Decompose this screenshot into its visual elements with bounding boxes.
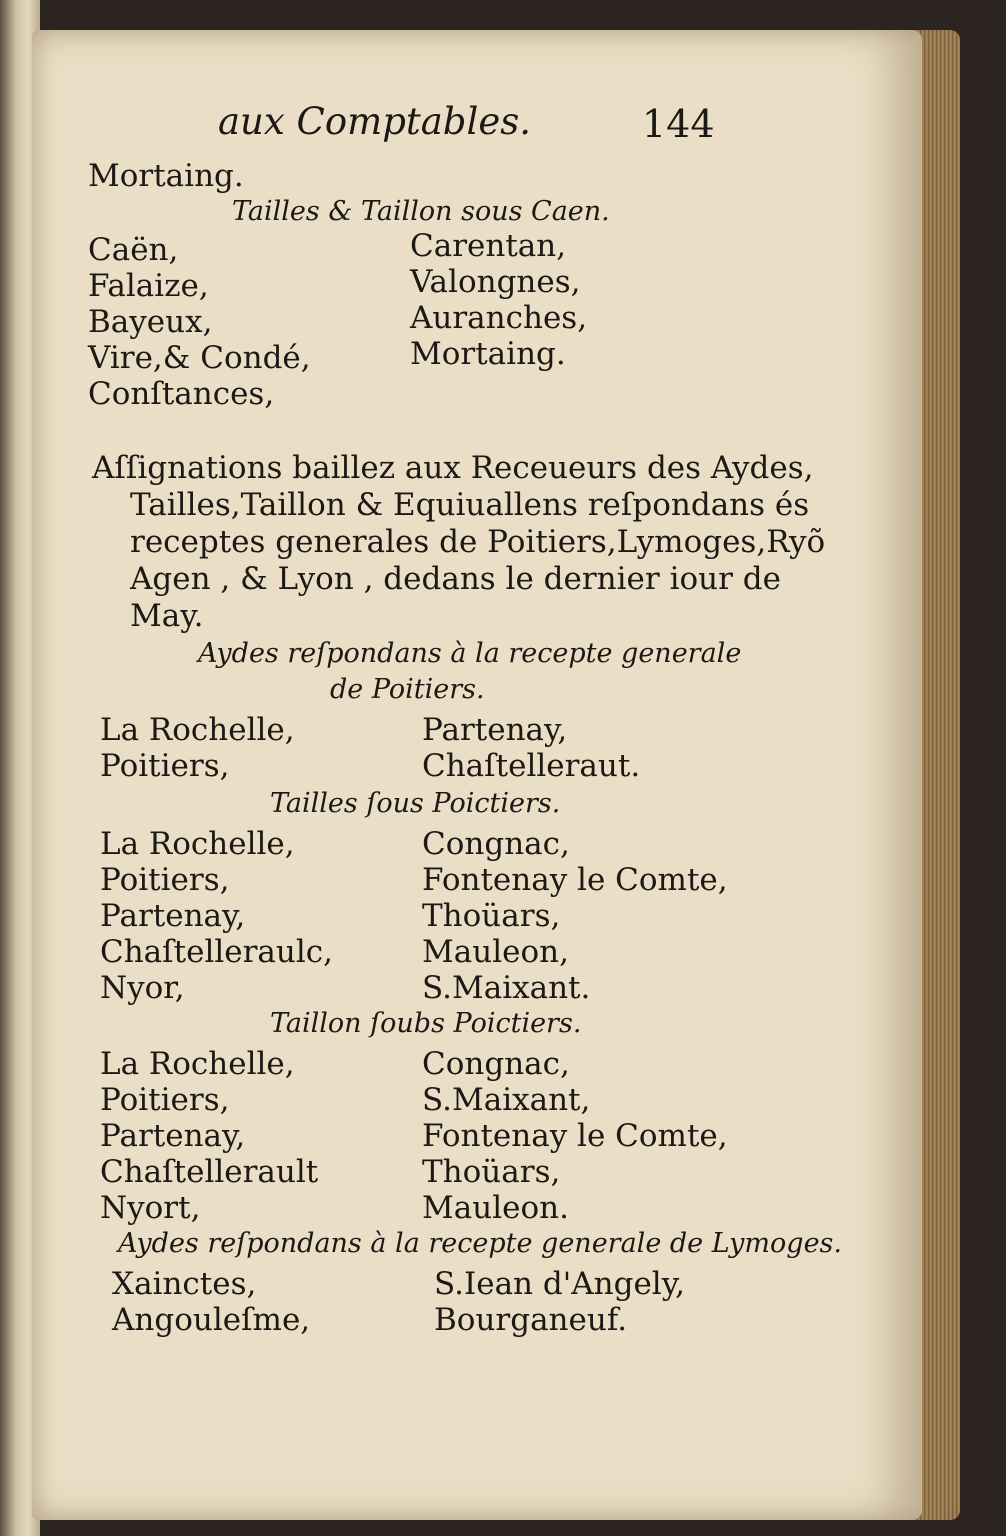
folio-number: 144 — [642, 102, 715, 146]
list-item: Chaſtelleraut. — [422, 748, 641, 784]
list-item: Angouleſme, — [112, 1302, 311, 1338]
list-item: S.Iean d'Angely, — [434, 1266, 685, 1302]
list-item: Bayeux, — [88, 304, 213, 340]
list-item: Vire,& Condé, — [88, 340, 311, 376]
list-item: Falaize, — [88, 268, 209, 304]
list-item: Chaſtellerault — [100, 1154, 319, 1190]
list-item: Congnac, — [422, 826, 570, 862]
list-item: Poitiers, — [100, 862, 230, 898]
list-item: Valongnes, — [410, 264, 581, 300]
list-item: Poitiers, — [100, 1082, 230, 1118]
list-item: Mauleon. — [422, 1190, 569, 1226]
section-heading: de Poitiers. — [330, 674, 485, 705]
section-heading: Aydes reſpondans à la recepte generale de Lymoges. — [118, 1228, 842, 1259]
list-item: Chaſtelleraulc, — [100, 934, 334, 970]
list-item: Bourganeuf. — [434, 1302, 628, 1338]
intro-line: Mortaing. — [88, 158, 244, 194]
list-item: La Rochelle, — [100, 712, 295, 748]
list-item: Caën, — [88, 232, 179, 268]
list-item: S.Maixant. — [422, 970, 591, 1006]
list-item: Mortaing. — [410, 336, 566, 372]
list-item: Carentan, — [410, 228, 567, 264]
list-item: Partenay, — [100, 1118, 246, 1154]
paragraph-line: May. — [130, 598, 204, 634]
paragraph-line: Tailles,Taillon & Equiuallens reſpondans és — [130, 487, 810, 523]
running-header: aux Comptables. — [218, 100, 531, 143]
section-heading: Taillon ſoubs Poictiers. — [270, 1008, 582, 1039]
section-heading: Tailles ſous Poictiers. — [270, 788, 561, 819]
list-item: S.Maixant, — [422, 1082, 591, 1118]
list-item: Xainctes, — [112, 1266, 257, 1302]
paragraph-line: Aſſignations baillez aux Receueurs des Aydes, — [92, 450, 814, 486]
list-item: Nyor, — [100, 970, 185, 1006]
list-item: Poitiers, — [100, 748, 230, 784]
list-item: Congnac, — [422, 1046, 570, 1082]
paragraph-line: Agen , & Lyon , dedans le dernier iour de — [130, 561, 781, 597]
list-item: Nyort, — [100, 1190, 201, 1226]
section-heading: Tailles & Taillon sous Caen. — [232, 196, 610, 227]
list-item: La Rochelle, — [100, 1046, 295, 1082]
list-item: Thoüars, — [422, 898, 561, 934]
list-item: Conſtances, — [88, 376, 275, 412]
list-item: Partenay, — [100, 898, 246, 934]
paragraph-line: receptes generales de Poitiers,Lymoges,Ryõ — [130, 524, 826, 560]
list-item: La Rochelle, — [100, 826, 295, 862]
list-item: Mauleon, — [422, 934, 569, 970]
list-item: Partenay, — [422, 712, 568, 748]
list-item: Fontenay le Comte, — [422, 862, 728, 898]
list-item: Thoüars, — [422, 1154, 561, 1190]
section-heading: Aydes reſpondans à la recepte generale — [198, 638, 742, 669]
list-item: Fontenay le Comte, — [422, 1118, 728, 1154]
list-item: Auranches, — [410, 300, 588, 336]
